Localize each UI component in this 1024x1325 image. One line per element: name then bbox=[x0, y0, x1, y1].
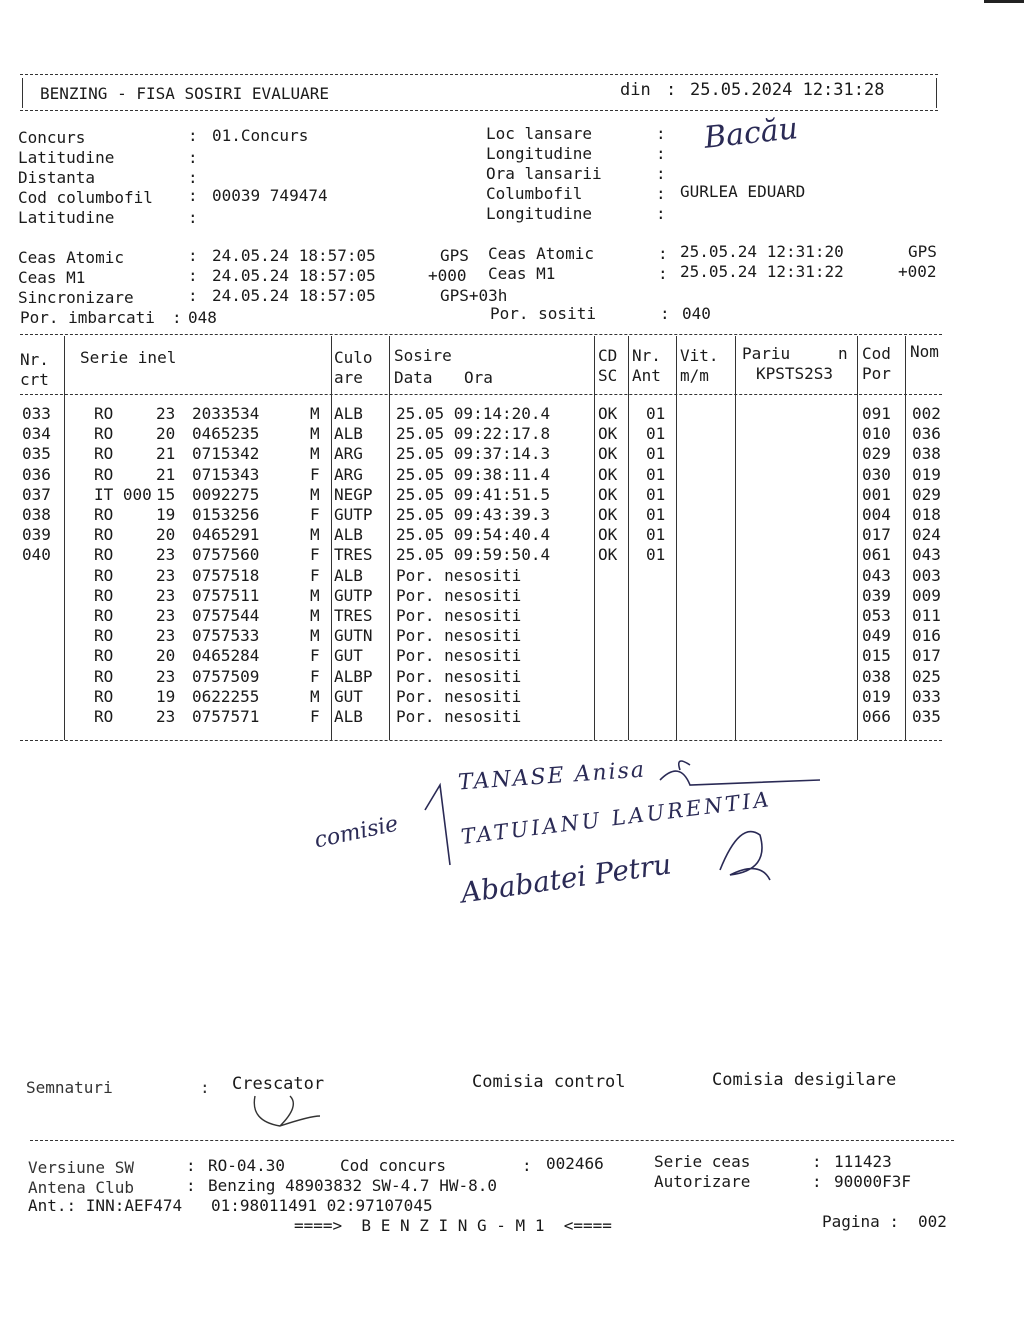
cell-nom: 016 bbox=[912, 626, 941, 646]
cell-arrival: 25.05 09:14:20.4 bbox=[396, 404, 551, 423]
cell-color: GUTN bbox=[334, 626, 373, 646]
cell-nom: 017 bbox=[912, 646, 941, 666]
cell-ring: 0757511 bbox=[192, 585, 260, 605]
col-sep bbox=[389, 336, 390, 740]
clock-value-ceas-atomic: 24.05.24 18:57:05 bbox=[212, 246, 376, 265]
cell-nom: 019 bbox=[912, 464, 941, 484]
cell-color: ARG bbox=[334, 464, 363, 484]
header-crt: crt bbox=[20, 370, 49, 389]
cell-color: ALB bbox=[334, 404, 363, 423]
cell-color: GUT bbox=[334, 686, 363, 706]
cell-country: RO bbox=[94, 585, 114, 605]
table-header-bottom-border bbox=[20, 394, 942, 395]
info-label-concurs: Concurs bbox=[18, 128, 86, 147]
info-colon: : bbox=[658, 264, 668, 283]
signature-crescator: Crescator bbox=[232, 1074, 325, 1094]
handwritten-name-2: TATUIANU LAURENTIA bbox=[459, 787, 773, 849]
cell-color: ALBP bbox=[334, 666, 373, 686]
cell-year: 20 bbox=[156, 424, 176, 444]
header-cod: Cod bbox=[862, 344, 891, 363]
cell-sex: M bbox=[310, 585, 320, 605]
cell-cd: OK bbox=[598, 525, 618, 545]
cell-nom: 018 bbox=[912, 505, 941, 524]
cell-arrival: 25.05 09:37:14.3 bbox=[396, 444, 551, 464]
cell-ant: 01 bbox=[646, 424, 666, 444]
cell-color: GUTP bbox=[334, 585, 373, 605]
report-date-colon: : bbox=[666, 80, 677, 100]
cell-arrival: Por. nesositi bbox=[396, 565, 522, 585]
cell-cod: 001 bbox=[862, 484, 891, 504]
cell-nom: 038 bbox=[912, 444, 941, 464]
info-colon: : bbox=[188, 148, 198, 167]
handwritten-name-1: TANASE Anisa bbox=[457, 757, 647, 796]
header-mm: m/m bbox=[680, 366, 709, 385]
handwritten-comisie: comisie bbox=[312, 811, 401, 854]
info-colon: : bbox=[660, 304, 670, 323]
clock-suffix-sincronizare: GPS+03h bbox=[440, 286, 508, 305]
header-ant: Ant bbox=[632, 366, 661, 385]
footer-top-border bbox=[30, 1140, 954, 1141]
cell-ring: 0757560 bbox=[192, 545, 260, 565]
cell-country: RO bbox=[94, 464, 114, 484]
cell-country: RO bbox=[94, 444, 114, 464]
cell-year: 23 bbox=[156, 545, 176, 565]
info-label-longitudine: Longitudine bbox=[486, 144, 592, 163]
cell-color: ALB bbox=[334, 565, 363, 585]
cell-country: RO bbox=[94, 686, 114, 706]
cell-cod: 061 bbox=[862, 545, 891, 565]
header-are: are bbox=[334, 368, 363, 387]
info-colon: : bbox=[188, 126, 198, 145]
cell-nom: 002 bbox=[912, 404, 941, 423]
cell-sex: M bbox=[310, 424, 320, 444]
cell-color: NEGP bbox=[334, 484, 373, 504]
info-value-columbofil: GURLEA EDUARD bbox=[680, 182, 806, 201]
cell-ant: 01 bbox=[646, 484, 666, 504]
cell-nom: 036 bbox=[912, 424, 941, 444]
info-colon: : bbox=[656, 144, 666, 163]
header-cd: CD bbox=[598, 346, 618, 365]
info-colon: : bbox=[656, 164, 666, 183]
cell-color: TRES bbox=[334, 606, 373, 625]
info-label-latitudine-2: Latitudine bbox=[18, 208, 115, 227]
cell-ring: 0465235 bbox=[192, 424, 260, 444]
footer-version-label: Versiune SW bbox=[28, 1158, 134, 1177]
cell-sex: M bbox=[310, 404, 320, 423]
signature-comisia-desigilare: Comisia desigilare bbox=[712, 1070, 897, 1090]
cell-arrival: 25.05 09:54:40.4 bbox=[396, 525, 551, 545]
cell-cd: OK bbox=[598, 484, 618, 504]
clock-value-ceas-m1: 24.05.24 18:57:05 bbox=[212, 266, 376, 285]
clock-value-ceas-m1-right: 25.05.24 12:31:22 bbox=[680, 262, 844, 281]
cell-color: GUTP bbox=[334, 505, 373, 524]
cell-year: 23 bbox=[156, 565, 176, 585]
cell-color: GUT bbox=[334, 646, 363, 666]
cell-arrival: Por. nesositi bbox=[396, 666, 522, 686]
cell-ring: 0757544 bbox=[192, 606, 260, 625]
header-bottom-border bbox=[20, 110, 938, 111]
info-colon: : bbox=[188, 286, 198, 305]
cell-sex: M bbox=[310, 525, 320, 545]
cell-ant: 01 bbox=[646, 505, 666, 524]
cell-country: IT 000 bbox=[94, 484, 152, 504]
signature-comisia-control: Comisia control bbox=[472, 1072, 626, 1092]
cell-crt: 034 bbox=[22, 424, 51, 444]
info-value-loc-lansare: Bacău bbox=[702, 111, 800, 156]
cell-ring: 0465291 bbox=[192, 525, 260, 545]
clock-suffix-ceas-atomic: GPS bbox=[440, 246, 469, 265]
cell-year: 21 bbox=[156, 444, 176, 464]
info-label-columbofil: Columbofil bbox=[486, 184, 583, 203]
cell-ring: 0757509 bbox=[192, 666, 260, 686]
info-colon: : bbox=[656, 184, 666, 203]
info-colon: : bbox=[188, 186, 198, 205]
header-top-border bbox=[20, 74, 938, 75]
header-ora: Ora bbox=[464, 368, 493, 387]
header-sc: SC bbox=[598, 366, 618, 385]
cell-cod: 049 bbox=[862, 626, 891, 646]
cell-nom: 043 bbox=[912, 545, 941, 565]
cell-cod: 017 bbox=[862, 525, 891, 545]
cell-arrival: Por. nesositi bbox=[396, 626, 522, 646]
cell-ant: 01 bbox=[646, 525, 666, 545]
cell-cod: 019 bbox=[862, 686, 891, 706]
header-nr-ant: Nr. bbox=[632, 346, 661, 365]
cell-arrival: 25.05 09:43:39.3 bbox=[396, 505, 551, 524]
cell-sex: F bbox=[310, 464, 320, 484]
cell-ant: 01 bbox=[646, 545, 666, 565]
cell-nom: 035 bbox=[912, 707, 941, 726]
footer-serie-ceas-label: Serie ceas bbox=[654, 1152, 751, 1171]
cell-ring: 0092275 bbox=[192, 484, 260, 504]
cell-arrival: Por. nesositi bbox=[396, 686, 522, 706]
clock-value-por-sositi: 040 bbox=[682, 304, 711, 323]
footer-colon: : bbox=[186, 1156, 196, 1175]
cell-nom: 024 bbox=[912, 525, 941, 545]
cell-cod: 039 bbox=[862, 585, 891, 605]
col-sep bbox=[64, 336, 65, 740]
report-date-label: din bbox=[620, 80, 651, 100]
cell-color: TRES bbox=[334, 545, 373, 565]
header-kpsts2s3: KPSTS2S3 bbox=[756, 364, 834, 383]
cell-sex: M bbox=[310, 686, 320, 706]
cell-crt: 038 bbox=[22, 505, 51, 524]
cell-ant: 01 bbox=[646, 404, 666, 423]
info-colon: : bbox=[656, 204, 666, 223]
cell-sex: M bbox=[310, 484, 320, 504]
cell-crt: 040 bbox=[22, 545, 51, 565]
cell-sex: M bbox=[310, 606, 320, 625]
col-sep bbox=[735, 336, 736, 740]
clock-suffix-ceas-atomic-right: GPS bbox=[908, 242, 937, 261]
clock-value-ceas-atomic-right: 25.05.24 12:31:20 bbox=[680, 242, 844, 261]
footer-banner: ====> B E N Z I N G - M 1 <==== bbox=[294, 1216, 612, 1235]
info-colon: : bbox=[656, 124, 666, 143]
cell-cd: OK bbox=[598, 464, 618, 484]
cell-cod: 010 bbox=[862, 424, 891, 444]
cell-cd: OK bbox=[598, 444, 618, 464]
cell-year: 20 bbox=[156, 525, 176, 545]
footer-ant-line: Ant.: INN:AEF474 01:98011491 02:97107045 bbox=[28, 1196, 433, 1215]
footer-antena-label: Antena Club bbox=[28, 1178, 134, 1197]
cell-ring: 0757571 bbox=[192, 707, 260, 726]
cell-arrival: Por. nesositi bbox=[396, 646, 522, 666]
info-label-ora-lansarii: Ora lansarii bbox=[486, 164, 602, 183]
clock-label-ceas-atomic-right: Ceas Atomic bbox=[488, 244, 594, 263]
col-sep bbox=[676, 336, 677, 740]
clock-label-sincronizare: Sincronizare bbox=[18, 288, 134, 307]
cell-year: 23 bbox=[156, 626, 176, 646]
cell-crt: 035 bbox=[22, 444, 51, 464]
cell-color: ARG bbox=[334, 444, 363, 464]
col-sep bbox=[594, 336, 595, 740]
cell-sex: F bbox=[310, 707, 320, 726]
header-culo: Culo bbox=[334, 348, 373, 367]
cell-cd: OK bbox=[598, 424, 618, 444]
cell-year: 23 bbox=[156, 666, 176, 686]
cell-cod: 043 bbox=[862, 565, 891, 585]
cell-cod: 004 bbox=[862, 505, 891, 524]
footer-page-label: Pagina : bbox=[822, 1212, 900, 1231]
header-nom: Nom bbox=[910, 342, 939, 361]
cell-arrival: 25.05 09:38:11.4 bbox=[396, 464, 551, 484]
header-right-border bbox=[936, 78, 937, 108]
cell-cod: 038 bbox=[862, 666, 891, 686]
cell-arrival: Por. nesositi bbox=[396, 606, 522, 625]
info-colon: : bbox=[188, 266, 198, 285]
header-pariu-n: n bbox=[838, 344, 848, 363]
signatures-label: Semnaturi bbox=[26, 1078, 113, 1097]
cell-country: RO bbox=[94, 707, 114, 726]
cell-country: RO bbox=[94, 424, 114, 444]
cell-cd: OK bbox=[598, 505, 618, 524]
signatures-colon: : bbox=[200, 1078, 210, 1097]
report-date-value: 25.05.2024 12:31:28 bbox=[690, 80, 885, 100]
info-colon: : bbox=[658, 244, 668, 263]
footer-colon: : bbox=[186, 1176, 196, 1195]
info-label-longitudine-2: Longitudine bbox=[486, 204, 592, 223]
footer-autorizare-value: 90000F3F bbox=[834, 1172, 912, 1191]
cell-ring: 0757533 bbox=[192, 626, 260, 646]
header-por: Por bbox=[862, 364, 891, 383]
cell-country: RO bbox=[94, 545, 114, 565]
cell-cod: 015 bbox=[862, 646, 891, 666]
footer-version-value: RO-04.30 bbox=[208, 1156, 286, 1175]
cell-ring: 0465284 bbox=[192, 646, 260, 666]
cell-crt: 037 bbox=[22, 484, 51, 504]
cell-cod: 066 bbox=[862, 707, 891, 726]
cell-ring: 0757518 bbox=[192, 565, 260, 585]
cell-year: 19 bbox=[156, 505, 176, 524]
col-sep bbox=[628, 336, 629, 740]
footer-cod-concurs-label: Cod concurs bbox=[340, 1156, 446, 1175]
cell-arrival: 25.05 09:41:51.5 bbox=[396, 484, 551, 504]
cell-ring: 0715343 bbox=[192, 464, 260, 484]
col-sep bbox=[905, 336, 906, 740]
info-label-latitudine: Latitudine bbox=[18, 148, 115, 167]
cell-sex: F bbox=[310, 666, 320, 686]
cell-sex: F bbox=[310, 646, 320, 666]
info-colon: : bbox=[172, 308, 182, 327]
info-colon: : bbox=[188, 168, 198, 187]
clock-label-por-sositi: Por. sositi bbox=[490, 304, 596, 323]
cell-color: ALB bbox=[334, 424, 363, 444]
cell-country: RO bbox=[94, 606, 114, 625]
cell-cd: OK bbox=[598, 545, 618, 565]
cell-country: RO bbox=[94, 404, 114, 423]
cell-country: RO bbox=[94, 565, 114, 585]
cell-year: 19 bbox=[156, 686, 176, 706]
cell-nom: 011 bbox=[912, 606, 941, 625]
header-data: Data bbox=[394, 368, 433, 387]
cell-sex: M bbox=[310, 626, 320, 646]
handwritten-name-3: Ababatei Petru bbox=[458, 847, 674, 910]
clock-value-sincronizare: 24.05.24 18:57:05 bbox=[212, 286, 376, 305]
cell-country: RO bbox=[94, 666, 114, 686]
cell-ring: 0153256 bbox=[192, 505, 260, 524]
footer-antena-value: Benzing 48903832 SW-4.7 HW-8.0 bbox=[208, 1176, 497, 1195]
cell-year: 23 bbox=[156, 404, 176, 423]
cell-crt: 033 bbox=[22, 404, 51, 423]
cell-year: 21 bbox=[156, 464, 176, 484]
cell-year: 15 bbox=[156, 484, 176, 504]
cell-year: 23 bbox=[156, 606, 176, 625]
cell-cd: OK bbox=[598, 404, 618, 423]
cell-ant: 01 bbox=[646, 464, 666, 484]
cell-year: 23 bbox=[156, 585, 176, 605]
clock-label-ceas-m1-right: Ceas M1 bbox=[488, 264, 556, 283]
cell-arrival: Por. nesositi bbox=[396, 707, 522, 726]
table-top-border bbox=[20, 334, 942, 335]
footer-page-value: 002 bbox=[918, 1212, 947, 1231]
cell-nom: 009 bbox=[912, 585, 941, 605]
report-title: BENZING - FISA SOSIRI EVALUARE bbox=[40, 84, 329, 103]
cell-crt: 036 bbox=[22, 464, 51, 484]
clock-suffix-ceas-m1-right: +002 bbox=[898, 262, 937, 281]
footer-colon: : bbox=[812, 1172, 822, 1191]
cell-year: 20 bbox=[156, 646, 176, 666]
cell-color: ALB bbox=[334, 707, 363, 726]
cell-color: ALB bbox=[334, 525, 363, 545]
header-serie-inel: Serie inel bbox=[80, 348, 177, 367]
cell-nom: 029 bbox=[912, 484, 941, 504]
scan-edge-mark bbox=[984, 0, 1024, 3]
info-label-loc-lansare: Loc lansare bbox=[486, 124, 592, 143]
cell-sex: F bbox=[310, 565, 320, 585]
footer-colon: : bbox=[522, 1156, 532, 1175]
info-value-concurs: 01.Concurs bbox=[212, 126, 309, 145]
footer-serie-ceas-value: 111423 bbox=[834, 1152, 892, 1171]
cell-ring: 0622255 bbox=[192, 686, 260, 706]
crescator-signature-mark bbox=[250, 1086, 330, 1136]
cell-sex: M bbox=[310, 444, 320, 464]
header-sosire: Sosire bbox=[394, 346, 452, 365]
header-pariu: Pariu bbox=[742, 344, 791, 363]
cell-arrival: 25.05 09:59:50.4 bbox=[396, 545, 551, 565]
cell-ant: 01 bbox=[646, 444, 666, 464]
header-nr: Nr. bbox=[20, 350, 49, 369]
cell-crt: 039 bbox=[22, 525, 51, 545]
cell-nom: 033 bbox=[912, 686, 941, 706]
info-colon: : bbox=[188, 208, 198, 227]
cell-arrival: 25.05 09:22:17.8 bbox=[396, 424, 551, 444]
cell-country: RO bbox=[94, 525, 114, 545]
cell-cod: 030 bbox=[862, 464, 891, 484]
cell-country: RO bbox=[94, 626, 114, 646]
cell-nom: 025 bbox=[912, 666, 941, 686]
info-value-cod-columbofil: 00039 749474 bbox=[212, 186, 328, 205]
cell-cod: 053 bbox=[862, 606, 891, 625]
cell-ring: 0715342 bbox=[192, 444, 260, 464]
clock-label-ceas-atomic: Ceas Atomic bbox=[18, 248, 124, 267]
cell-sex: F bbox=[310, 545, 320, 565]
info-label-distanta: Distanta bbox=[18, 168, 96, 187]
clock-value-por-imbarcati: 048 bbox=[188, 308, 217, 327]
cell-cod: 091 bbox=[862, 404, 891, 423]
footer-cod-concurs-value: 002466 bbox=[546, 1154, 604, 1173]
clock-label-ceas-m1: Ceas M1 bbox=[18, 268, 86, 287]
cell-sex: F bbox=[310, 505, 320, 524]
cell-arrival: Por. nesositi bbox=[396, 585, 522, 605]
info-label-cod-columbofil: Cod columbofil bbox=[18, 188, 153, 207]
header-left-border bbox=[22, 78, 23, 108]
col-sep bbox=[857, 336, 858, 740]
col-sep bbox=[331, 336, 332, 740]
cell-ring: 2033534 bbox=[192, 404, 260, 423]
cell-nom: 003 bbox=[912, 565, 941, 585]
cell-country: RO bbox=[94, 646, 114, 666]
cell-country: RO bbox=[94, 505, 114, 524]
handwritten-marks bbox=[300, 740, 900, 940]
footer-colon: : bbox=[812, 1152, 822, 1171]
clock-suffix-ceas-m1: +000 bbox=[428, 266, 467, 285]
clock-label-por-imbarcati: Por. imbarcati bbox=[20, 308, 155, 327]
info-colon: : bbox=[188, 246, 198, 265]
header-vit: Vit. bbox=[680, 346, 719, 365]
cell-year: 23 bbox=[156, 707, 176, 726]
cell-cod: 029 bbox=[862, 444, 891, 464]
footer-autorizare-label: Autorizare bbox=[654, 1172, 751, 1191]
